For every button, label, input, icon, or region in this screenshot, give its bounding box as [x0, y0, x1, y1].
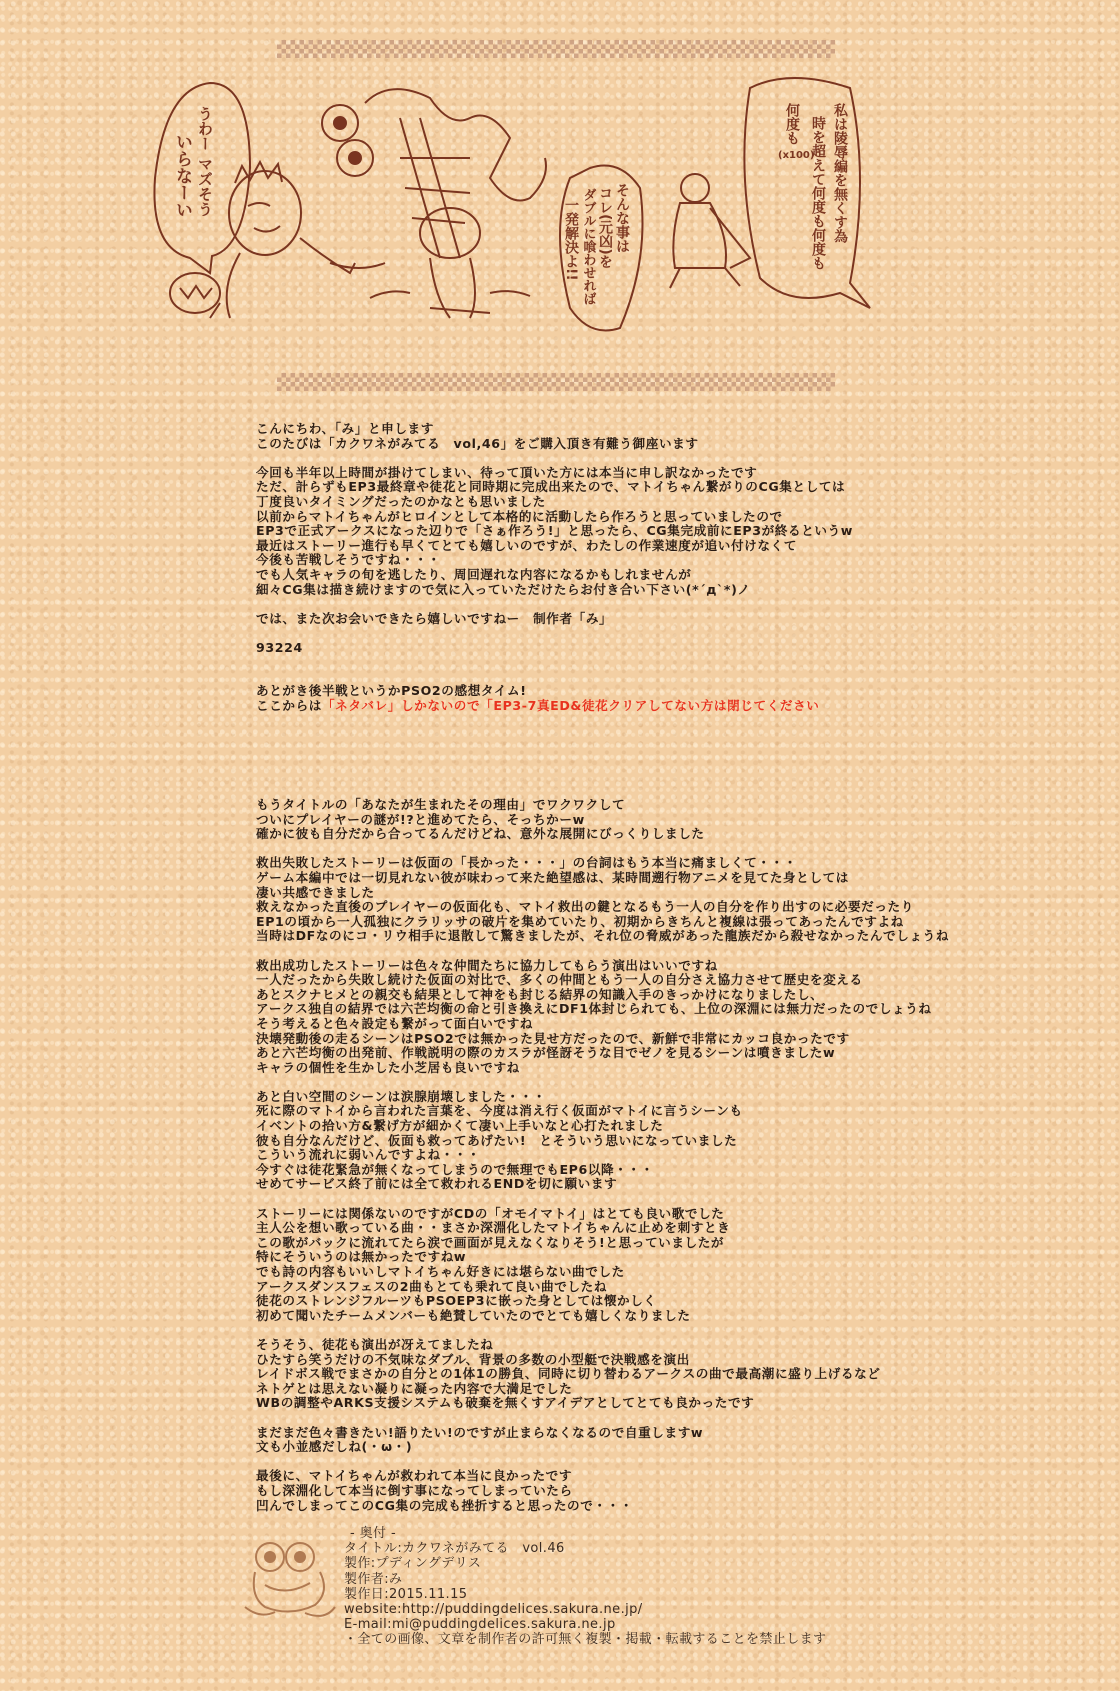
right-bubble-text-4: (x100) — [778, 150, 815, 161]
spoiler-line: アークスダンスフェスの2曲もとても乗れて良い曲でしたね — [256, 1278, 608, 1294]
intro-line: 今後も苦戦しそうですね・・・ — [256, 552, 441, 568]
intro-line: でも人気キャラの旬を逃したり、周回遅れな内容になるかもしれませんが — [256, 566, 692, 582]
colophon-author: 製作者:み — [344, 1571, 403, 1587]
spoiler-line: ついにプレイヤーの謎が!?と進めてたら、そっちかーw — [256, 811, 585, 827]
spoiler-line: 文も小並感だしね(・ω・) — [256, 1439, 413, 1455]
colophon-heading: - 奥付 - — [350, 1526, 397, 1541]
spoiler-line: 救えなかった直後のプレイヤーの仮面化も、マトイ救出の鍵となるもう一人の自分を作り出すのに必要だったり — [256, 899, 914, 915]
afterword-header — [256, 684, 1076, 713]
colophon-email: E-mail:mi@puddingdelices.sakura.ne.jp — [344, 1617, 616, 1633]
spoiler-line: WBの調整やARKS支援システムも破棄を無くすアイデアとしてとても良かったです — [256, 1395, 755, 1411]
left-bubble-text-1: うわー マズそう — [196, 106, 214, 217]
spoiler-line: 死に際のマトイから言われた言葉を、今度は消え行く仮面がマトイに言うシーンも — [256, 1103, 743, 1119]
intro-section — [256, 422, 1076, 656]
colophon-title: タイトル:カクワネがみてる vol.46 — [344, 1541, 565, 1557]
spoiler-line: そうそう、徒花も演出が冴えてましたね — [256, 1336, 494, 1352]
intro-line: ただ、計らずもEP3最終章や徒花と同時期に完成出来たので、マトイちゃん繋がりのCG集としては — [256, 479, 846, 495]
spoiler-line: ひたすら笑うだけの不気味なダブル、背景の多数の小型艇で決戦感を演出 — [256, 1351, 690, 1367]
spoiler-line: レイドボス戦でまさかの自分との1体1の勝負、同時に切り替わるアークスの曲で最高潮に盛り上げるなど — [256, 1366, 881, 1382]
spoiler-line: 救出成功したストーリーは色々な仲間たちに協力してもらう演出はいいですね — [256, 957, 718, 973]
intro-line: 最近はストーリー進行も早くてとても嬉しいのですが、わたしの作業速度が追い付けなくて — [256, 537, 797, 553]
right-bubble-text-3: 何度も — [784, 103, 800, 145]
spoiler-line: こういう流れに弱いんですよね・・・ — [256, 1147, 481, 1163]
colophon-producer: 製作:プディングデリス — [344, 1556, 482, 1572]
spoiler-line: この歌がバックに流れてたら涙で画面が見えなくなりそう!と思っていましたが — [256, 1234, 725, 1250]
spoiler-line: そう考えると色々設定も繋がって面白いですね — [256, 1015, 534, 1031]
intro-line: EP3で正式アークスになった辺りで「さぁ作ろう!」と思ったら、CG集完成前にEP3が終るというw — [256, 523, 854, 539]
spoiler-line: 当時はDFなのにコ・リウ相手に退散して驚きましたが、それ位の脅威があった龍族だから殺せなかったんでしょうね — [256, 928, 950, 944]
middle-bubble-text-1: そんな事は — [614, 183, 630, 253]
spoiler-line: ネトゲとは思えない凝りに凝った内容で大満足でした — [256, 1380, 573, 1396]
left-bubble-text-2: いらなーい — [172, 133, 192, 218]
spoiler-line: あと六芒均衡の出発前、作戦説明の際のカスラが怪訝そうな目でゼノを見るシーンは噴きましたw — [256, 1045, 836, 1061]
spoiler-line: 一人だったから失敗し続けた仮面の対比で、多くの仲間ともう一人の自分さえ協力させて歴史を変える — [256, 972, 863, 988]
hooded-figure-drawing — [670, 174, 750, 288]
closing-line: では、また次お会いできたら嬉しいですねー 制作者「み」 — [256, 610, 613, 626]
top-checker-divider — [277, 40, 835, 58]
right-bubble-text-1: 私は陵辱編を無くす為 — [832, 103, 848, 243]
spoiler-line: 彼も自分なんだけど、仮面も救ってあげたい! とそういう思いになっていました — [256, 1132, 738, 1148]
intro-line: 今回も半年以上時間が掛けてしまい、待って頂いた方には本当に申し訳なかったです — [256, 464, 758, 480]
colophon-date: 製作日:2015.11.15 — [344, 1586, 468, 1602]
spoiler-line: イベントの拾い方&繋げ方が細かくて凄い上手いなと心打たれました — [256, 1118, 664, 1134]
spoiler-line: キャラの個性を生かした小芝居も良いですね — [256, 1059, 520, 1075]
intro-line: 丁度良いタイミングだったのかなとも思いました — [256, 493, 546, 509]
greeting-line: こんにちわ、「み」と申します — [256, 421, 434, 436]
spoiler-line: あとスクナヒメとの親交も結果として神をも封じる結界の知識入手のきっかけになりましたし、 — [256, 986, 824, 1002]
warning-prefix: ここからは — [256, 697, 322, 713]
spoiler-line: でも詩の内容もいいしマトイちゃん好きには堪らない曲でした — [256, 1264, 625, 1279]
illustration — [150, 58, 910, 358]
spoiler-line: もうタイトルの「あなたが生まれたその理由」でワクワクして — [256, 797, 626, 812]
spoiler-line: まだまだ色々書きたい!語りたい!のですが止まらなくなるので自重しますw — [256, 1424, 704, 1440]
spoiler-line: 決壊発動後の走るシーンはPSO2では無かった見せ方だったので、新鮮で非常にカッコ良かったです — [256, 1030, 850, 1046]
dragon-character-drawing — [322, 89, 546, 318]
spoiler-line: ゲーム本編中では一切見れない彼が味わって来た絶望感は、某時間遡行物アニメを見てた身としては — [256, 869, 849, 885]
spoiler-line: 徒花のストレンジフルーツもPSOEP3に嵌った身としては懐かしく — [256, 1293, 657, 1309]
greeting-line: このたびは「カクワネがみてる vol,46」をご購入頂き有難う御座います — [256, 435, 699, 451]
spoiler-line: 救出失敗したストーリーは仮面の「長かった・・・」の台詞はもう本当に痛ましくて・・・ — [256, 855, 797, 871]
spoiler-line: あと白い空間のシーンは涙腺崩壊しました・・・ — [256, 1088, 547, 1104]
bottom-checker-divider — [277, 373, 835, 391]
spoiler-line: せめてサービス終了前には全て救われるENDを切に願います — [256, 1176, 618, 1192]
spoiler-warning — [256, 699, 1076, 714]
spoiler-line: 今すぐは徒花緊急が無くなってしまうので無理でもEP6以降・・・ — [256, 1161, 654, 1177]
spoiler-line: 凄い共感できました — [256, 884, 375, 900]
spoiler-line: 最後に、マトイちゃんが救われて本当に良かったです — [256, 1468, 573, 1484]
spoiler-line: もし深淵化して本当に倒す事になってしまっていたら — [256, 1482, 573, 1498]
middle-bubble-text-3: ダブルに喰わせれば — [580, 188, 596, 305]
spoiler-line: ストーリーには関係ないのですがCDの「オモイマトイ」はとても良い歌でした — [256, 1205, 725, 1221]
spoiler-line: 初めて聞いたチームメンバーも絶賛していたのでとても嬉しくなりました — [256, 1307, 691, 1323]
colophon-website: website:http://puddingdelices.sakura.ne.jp/ — [344, 1602, 643, 1618]
spoiler-line: アークス独自の結界では六芒均衡の命と引き換えにDF1体封じられても、上位の深淵には無力だったのでしょうね — [256, 1001, 932, 1017]
intro-line: 細々CG集は描き続けますので気に入っていただけたらお付き合い下さい(*´д`*)ノ — [256, 581, 751, 597]
spoiler-line: 主人公を想い歌っている曲・・まさか深淵化したマトイちゃんに止めを刺すとき — [256, 1220, 731, 1236]
code-line: 93224 — [256, 639, 303, 655]
colophon-notice: ・全ての画像、文章を制作者の許可無く複製・掲載・転載することを禁止します — [344, 1632, 827, 1648]
warning-text: 「ネタバレ」しかないので「EP3-7真ED&徒花クリアしてない方は閉じてください — [321, 697, 820, 713]
spoiler-line: 凹んでしまってこのCG集の完成も挫折すると思ったので・・・ — [256, 1497, 634, 1513]
spoiler-line: EP1の頃から一人孤独にクラリッサの破片を集めていたり、初期からきちんと複線は張ってあったんですよね — [256, 913, 904, 929]
intro-line: 以前からマトイちゃんがヒロインとして本格的に活動したら作ろうと思っていましたので — [256, 508, 783, 524]
spoiler-line: 確かに彼も自分だから合ってるんだけどね、意外な展開にびっくりしました — [256, 826, 705, 842]
middle-bubble-text-4: 一発解決よ!! — [563, 198, 579, 281]
middle-bubble-text-2: コレ(元凶)を — [597, 186, 613, 269]
colophon — [344, 1526, 826, 1648]
spoiler-section — [256, 798, 1076, 1513]
right-bubble-text-2: 時を超えて何度も何度も — [810, 116, 826, 270]
spoiler-line: 特にそういうのは無かったですねw — [256, 1249, 467, 1265]
mascot-drawing — [240, 1537, 340, 1627]
right-speech-bubble — [744, 78, 870, 308]
afterword-heading: あとがき後半戦というかPSO2の感想タイム! — [256, 683, 527, 698]
